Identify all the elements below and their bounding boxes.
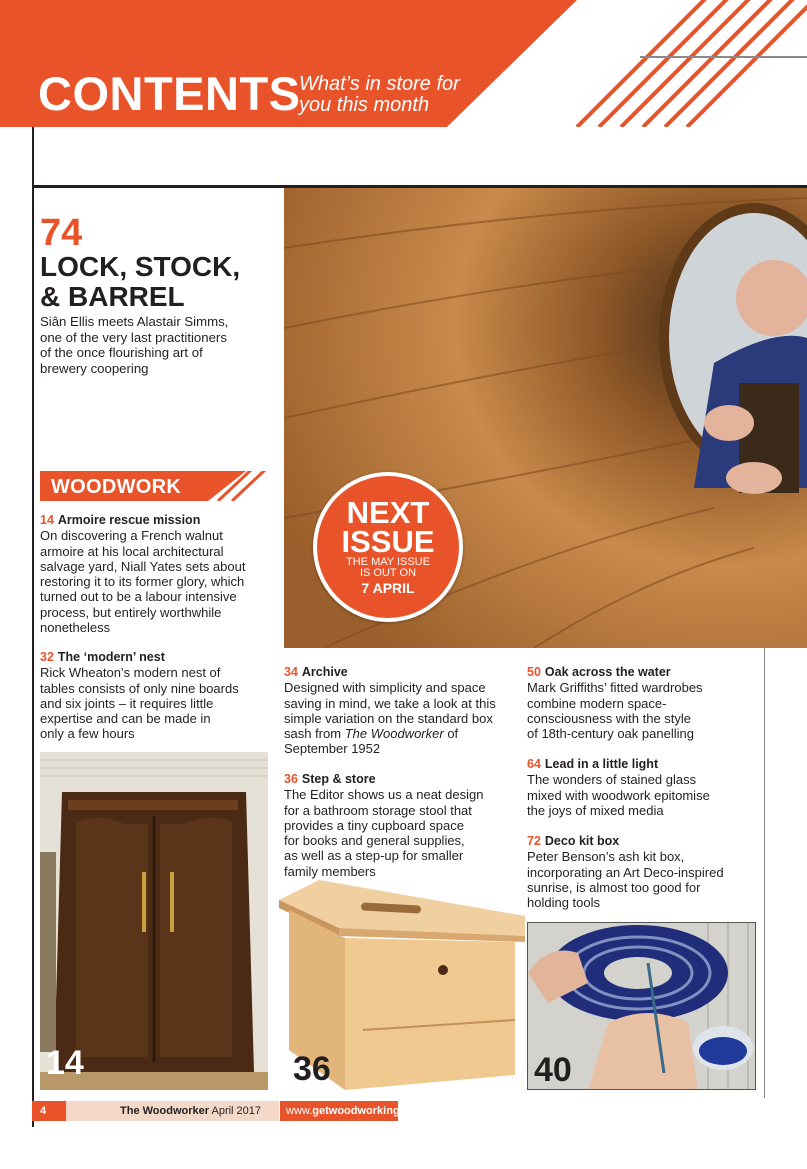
article-title: Oak across the water [544, 665, 671, 679]
page-footer [32, 1101, 424, 1121]
footer-magazine-name: The Woodworker [120, 1105, 210, 1117]
badge-out-on: IS OUT ON [359, 567, 417, 579]
article-line: for books and general supplies, [284, 833, 465, 849]
article-line: sunrise, is almost too good for [527, 879, 701, 895]
article-line: of 18th-century oak panelling [527, 726, 694, 742]
article-line: and six joints – it requires little [40, 695, 214, 711]
feature-desc-line: one of the very last practitioners [40, 329, 227, 345]
article-line: holding tools [527, 895, 600, 911]
article-line: combine modern space- [527, 695, 667, 711]
badge-issue: ISSUE [341, 524, 435, 559]
article-line: provides a tiny cupboard space [284, 817, 464, 833]
stool-photo [279, 880, 525, 1090]
photo-page-number: 14 [46, 1044, 84, 1082]
article-line: Designed with simplicity and space [284, 680, 486, 696]
footer-url[interactable] [280, 1101, 424, 1121]
subtitle-line-2: you this month [299, 94, 430, 116]
armoire-photo [40, 752, 268, 1090]
article-34 [284, 665, 524, 757]
badge-date: 7 APRIL [361, 580, 415, 596]
armoire-illustration [40, 752, 268, 1090]
column-rule [764, 648, 765, 1098]
article-number: 32 [40, 650, 54, 664]
article-line: Rick Wheaton’s modern nest of [40, 665, 221, 681]
photo-page-number: 40 [534, 1051, 572, 1089]
article-heading [284, 772, 524, 787]
article-64 [527, 757, 762, 818]
article-number: 36 [284, 772, 298, 786]
article-heading [527, 665, 762, 680]
article-line: September 1952 [284, 741, 381, 757]
next-issue-badge [313, 472, 463, 622]
contents-header [0, 0, 807, 127]
badge-heading [317, 495, 459, 559]
footer-magazine [66, 1101, 279, 1121]
header-stripes [447, 0, 807, 127]
feature-page-number: 74 [40, 212, 83, 254]
article-line: saving in mind, we take a look at this [284, 695, 496, 711]
article-line: expertise and can be made in [40, 711, 211, 727]
badge-may-issue: THE MAY ISSUE [346, 556, 430, 568]
header-rule [640, 56, 807, 58]
left-rule [32, 127, 34, 1127]
article-title: Deco kit box [544, 834, 620, 848]
article-72 [527, 834, 762, 910]
article-line: On discovering a French walnut [40, 528, 223, 544]
article-number: 34 [284, 665, 298, 679]
article-line: process, but entirely worthwhile [40, 604, 222, 620]
article-heading [284, 665, 524, 680]
feature-description [40, 314, 270, 376]
article-text: of [447, 726, 459, 742]
article-line: mixed with woodwork epitomise [527, 787, 710, 803]
article-heading [40, 650, 280, 665]
article-heading [527, 757, 762, 772]
article-line: turned out to be a labour intensive [40, 589, 237, 605]
article-title: Lead in a little light [544, 757, 659, 771]
section-bar-stripes [208, 471, 268, 501]
feature-title [40, 252, 280, 312]
article-heading [527, 834, 762, 849]
article-title: Archive [301, 665, 348, 679]
section-label: WOODWORK [51, 476, 182, 498]
footer-page-number: 4 [32, 1101, 66, 1121]
article-line [284, 726, 524, 741]
article-magazine-name: The Woodworker [344, 726, 444, 742]
article-line: tables consists of only nine boards [40, 680, 239, 696]
article-line: restoring it to its former glory, which [40, 574, 245, 590]
article-line: as well as a step-up for smaller [284, 848, 464, 864]
article-line: nonetheless [40, 620, 111, 636]
url-domain: getwoodworking [312, 1105, 400, 1117]
article-50 [527, 665, 762, 741]
page-subtitle [299, 74, 499, 116]
article-line: for a bathroom storage stool that [284, 802, 472, 818]
article-title: Armoire rescue mission [57, 513, 201, 527]
stained-glass-photo [527, 922, 756, 1090]
article-title: Step & store [301, 772, 376, 786]
article-line: Mark Griffiths’ fitted wardrobes [527, 680, 703, 696]
badge-subtext [317, 557, 459, 579]
article-number: 72 [527, 834, 541, 848]
article-32 [40, 650, 280, 742]
article-number: 64 [527, 757, 541, 771]
article-line: the joys of mixed media [527, 802, 664, 818]
subtitle-line-1: What’s in store for [299, 73, 460, 95]
article-line: only a few hours [40, 726, 135, 742]
article-line: family members [284, 863, 376, 879]
section-label-bar [40, 471, 268, 501]
footer-issue: April 2017 [211, 1105, 262, 1117]
article-number: 14 [40, 513, 54, 527]
article-14 [40, 513, 280, 635]
article-36 [284, 772, 524, 879]
article-line: incorporating an Art Deco-inspired [527, 864, 724, 880]
article-line: simple variation on the standard box [284, 710, 493, 726]
badge-next: NEXT [346, 495, 430, 530]
article-line: salvage yard, Niall Yates sets about [40, 558, 246, 574]
feature-title-line-1: LOCK, STOCK, [40, 251, 241, 282]
url-suffix: .com [399, 1105, 424, 1117]
article-number: 50 [527, 665, 541, 679]
feature-desc-line: Siân Ellis meets Alastair Simms, [40, 314, 229, 329]
article-title: The ‘modern’ nest [57, 650, 165, 664]
url-prefix: www. [286, 1105, 313, 1117]
article-line: armoire at his local architectural [40, 543, 224, 559]
article-line: consciousness with the style [527, 710, 692, 726]
article-text: sash from [284, 726, 342, 742]
article-line: Peter Benson’s ash kit box, [527, 849, 685, 865]
article-line: The wonders of stained glass [527, 772, 697, 788]
photo-page-number: 36 [293, 1050, 331, 1088]
page-title: CONTENTS [38, 67, 301, 120]
feature-title-line-2: & BARREL [40, 281, 185, 312]
article-heading [40, 513, 280, 528]
article-line: The Editor shows us a neat design [284, 787, 484, 803]
feature-desc-line: of the once flourishing art of [40, 345, 203, 360]
feature-desc-line: brewery coopering [40, 360, 149, 376]
